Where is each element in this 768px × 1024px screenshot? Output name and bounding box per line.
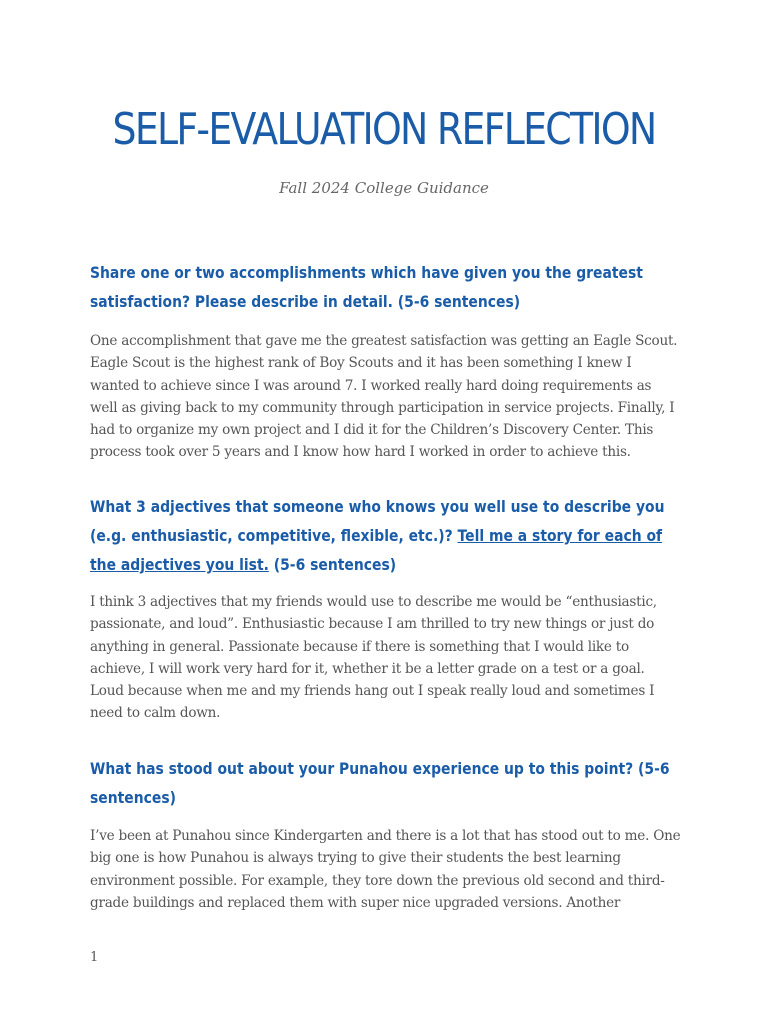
document-title: SELF-EVALUATION REFLECTION	[112, 104, 656, 155]
answer-1: One accomplishment that gave me the greatest satisfaction was getting an Eagle Scout. Eagle Scout is the highest rank of Boy Scouts and it has been something I knew I wanted to achieve since I was around 7. I worked really hard doing requirements as well as giving back to my community through participation in service projects. Finally, I had to organize my own project and I did it for the Children’s Discovery Center. This process took over 5 years and I know how hard I worked in order to achieve this.	[90, 333, 678, 461]
answer-2: I think 3 adjectives that my friends would use to describe me would be “enthusiastic, passionate, and loud”. Enthusiastic because I am thrilled to try new things or just do anything in general. Passionate because if there is something that I would like to achieve, I will work very hard for it, whether it be a letter grade on a test or a goal. Loud because when me and my friends hang out I speak really loud and sometimes I need to calm down.	[90, 594, 657, 722]
question-2	[90, 492, 690, 579]
question-2-text-start: What 3 adjectives that someone who knows you well use to describe you (e.g. enthusiastic, competitive, flexible, etc.)?	[90, 497, 665, 545]
question-2-text-end: (5-6 sentences)	[268, 555, 397, 574]
page-number: 1	[90, 950, 99, 965]
answer-3: I’ve been at Punahou since Kindergarten and there is a lot that has stood out to me. One big one is how Punahou is always trying to give their students the best learning environment possible. For example, they tore down the previous old second and third-grade buildings and replaced them with super nice upgraded versions. Another	[90, 828, 681, 911]
question-1: Share one or two accomplishments which have given you the greatest satisfaction? Please describe in detail. (5-6 sentences)	[90, 263, 643, 311]
question-2-link[interactable]: Tell me a story for each of the adjectives you list.	[90, 526, 663, 574]
question-3: What has stood out about your Punahou experience up to this point? (5-6 sentences)	[90, 759, 670, 807]
document-subtitle: Fall 2024 College Guidance	[279, 179, 489, 197]
